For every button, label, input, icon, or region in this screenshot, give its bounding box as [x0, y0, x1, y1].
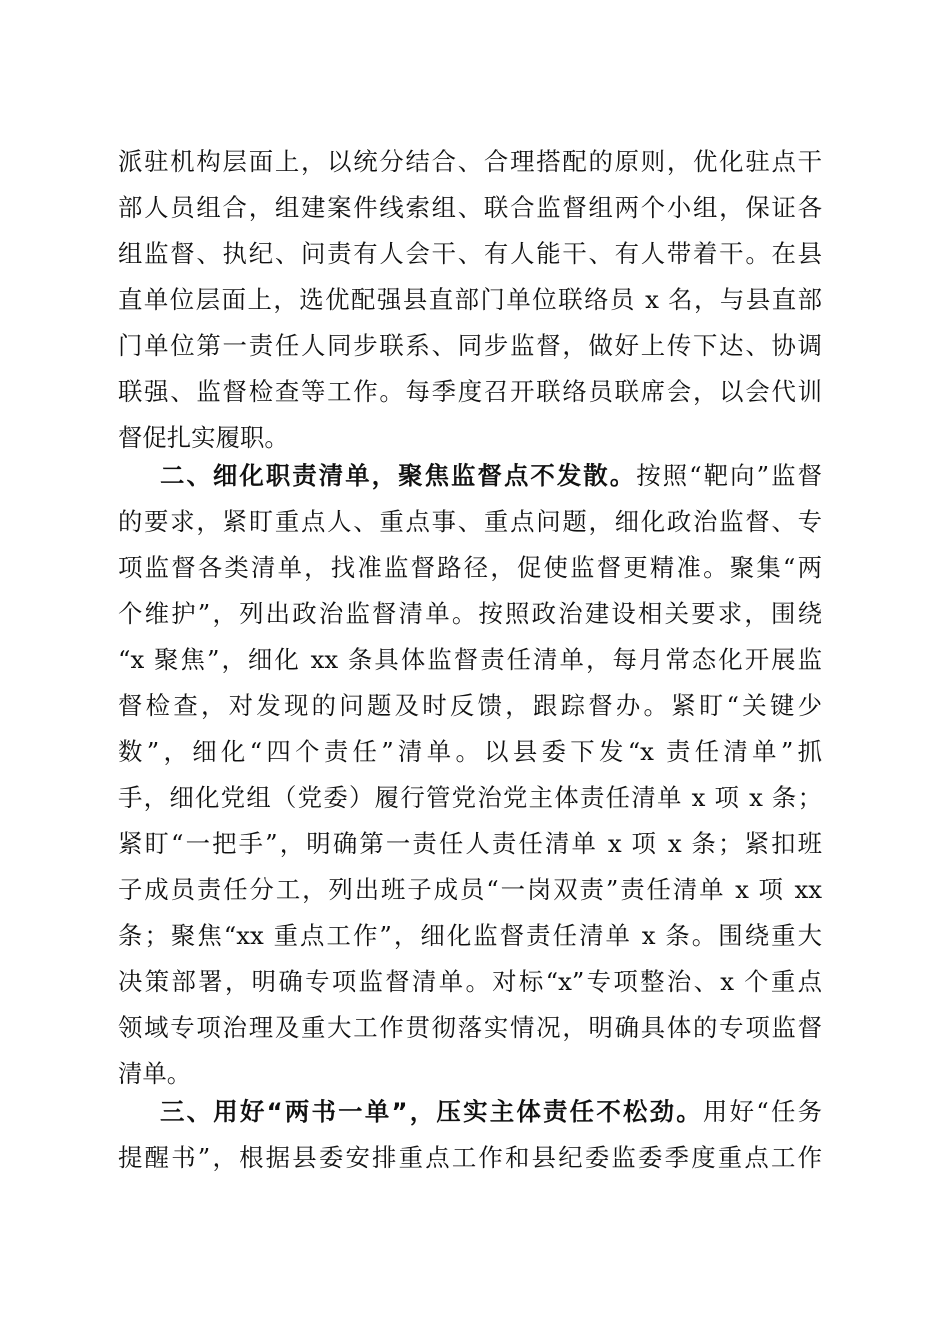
- paragraph-first-line: [160, 1092, 822, 1132]
- text-run: 按照“靶向”监督: [636, 461, 822, 490]
- text-line: 数”，细化“四个责任”清单。以县委下发“x 责任清单”抓: [118, 737, 822, 766]
- text-line: 派驻机构层面上，以统分结合、合理搭配的原则，优化驻点干: [118, 147, 822, 176]
- text-line: 子成员责任分工，列出班子成员“一岗双责”责任清单 x 项 xx: [118, 875, 822, 904]
- text-line: 条；聚焦“xx 重点工作”，细化监督责任清单 x 条。围绕重大: [118, 921, 822, 950]
- text-line: 决策部署，明确专项监督清单。对标“x”专项整治、x 个重点: [118, 967, 822, 996]
- text-line: 直单位层面上，选优配强县直部门单位联络员 x 名，与县直部: [118, 285, 822, 314]
- text-line: 督促扎实履职。: [118, 423, 289, 452]
- text-line: 部人员组合，组建案件线索组、联合监督组两个小组，保证各: [118, 193, 822, 222]
- text-line: 项监督各类清单，找准监督路径，促使监督更精准。聚集“两: [118, 553, 822, 582]
- text-line: 的要求，紧盯重点人、重点事、重点问题，细化政治监督、专: [118, 507, 822, 536]
- text-line: 门单位第一责任人同步联系、同步监督，做好上传下达、协调: [118, 331, 822, 360]
- section-heading: 二、细化职责清单，聚焦监督点不发散。: [160, 461, 637, 490]
- text-line: 联强、监督检查等工作。每季度召开联络员联席会，以会代训: [118, 377, 822, 406]
- text-line: “x 聚焦”，细化 xx 条具体监督责任清单，每月常态化开展监: [118, 645, 822, 674]
- text-line: 个维护”，列出政治监督清单。按照政治建设相关要求，围绕: [118, 599, 822, 628]
- text-line: 手，细化党组（党委）履行管党治党主体责任清单 x 项 x 条；: [118, 783, 822, 812]
- section-heading: 三、用好“两书一单”，压实主体责任不松劲。: [160, 1097, 703, 1126]
- text-line: 提醒书”，根据县委安排重点工作和县纪委监委季度重点工作: [118, 1143, 822, 1172]
- text-line: 组监督、执纪、问责有人会干、有人能干、有人带着干。在县: [118, 239, 822, 268]
- text-line: 督检查，对发现的问题及时反馈，跟踪督办。紧盯“关键少: [118, 691, 822, 720]
- text-run: 用好“任务: [702, 1097, 822, 1126]
- paragraph-first-line: [160, 456, 822, 496]
- text-line: 领域专项治理及重大工作贯彻落实情况，明确具体的专项监督: [118, 1013, 822, 1042]
- text-line: 清单。: [118, 1059, 192, 1088]
- text-line: 紧盯“一把手”，明确第一责任人责任清单 x 项 x 条；紧扣班: [118, 829, 822, 858]
